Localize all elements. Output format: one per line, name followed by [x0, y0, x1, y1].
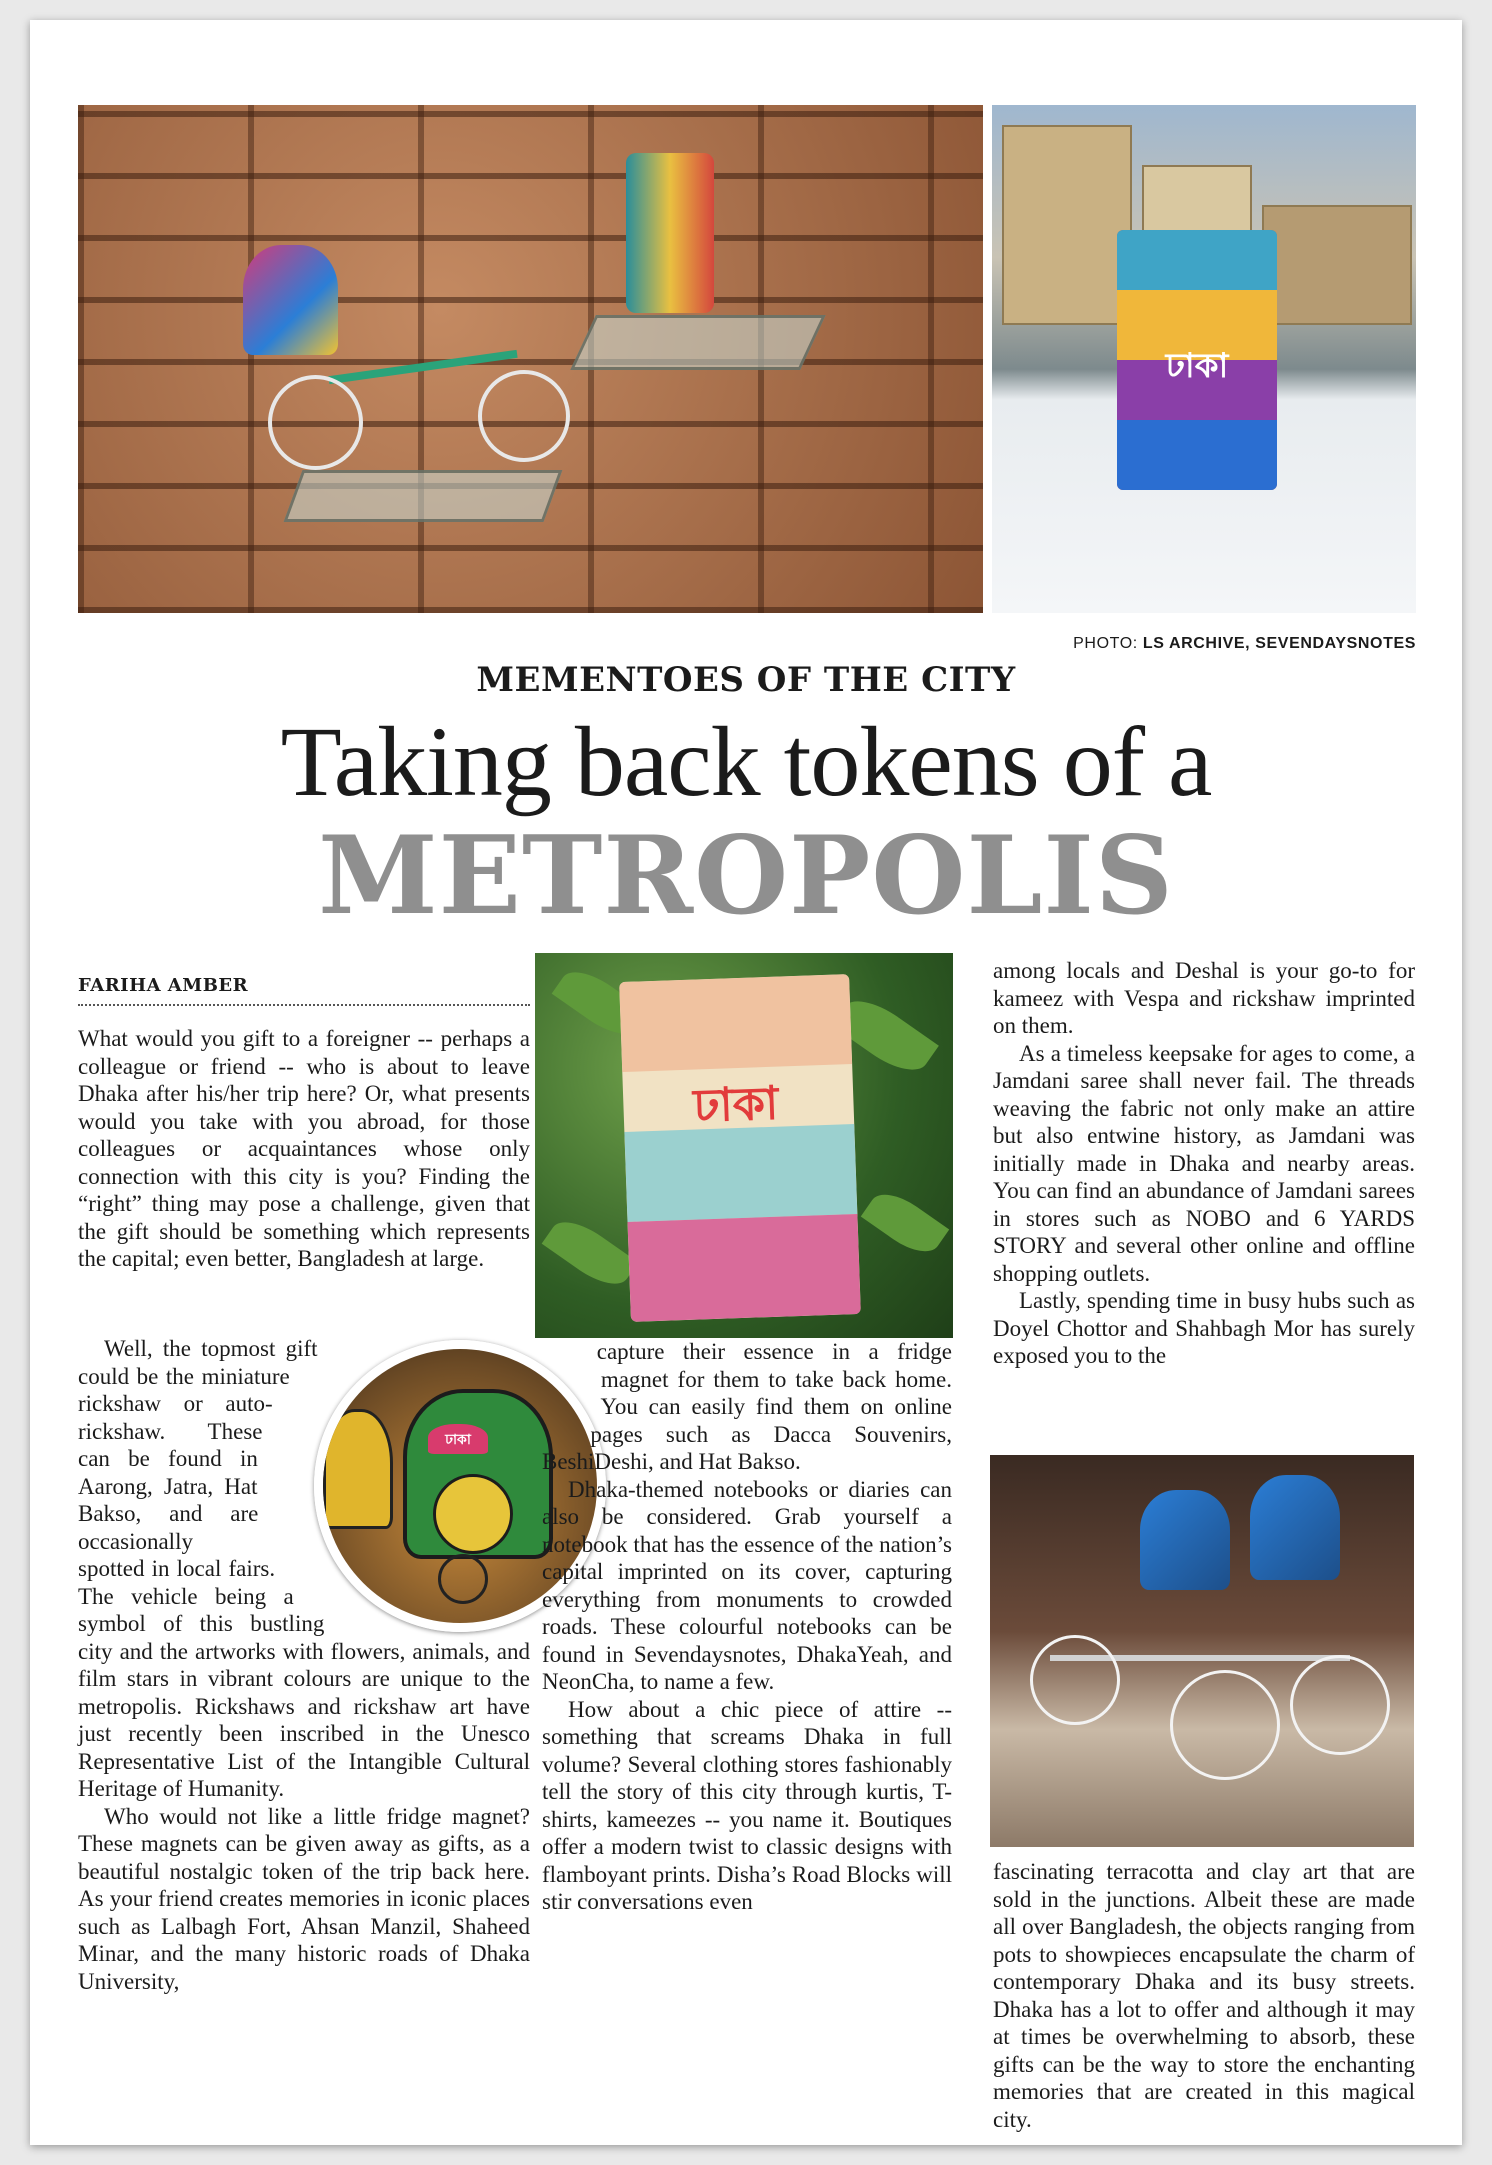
photo-notebook-street — [992, 105, 1416, 613]
rickshaw-canopy — [243, 245, 338, 355]
photo-credit-sources: LS ARCHIVE, SEVENDAYSNOTES — [1142, 635, 1416, 652]
photo-credit-label: PHOTO: — [1073, 635, 1138, 652]
column-1-paragraph-3: Who would not like a little fridge magnet? These magnets can be given away as gifts, as a beautiful nostalgic token of the trip back here. As your friend creates memories in iconic places such as Lalbagh Fort, Ahsan Manzil, Shaheed Minar, and the many historic roads of Dhaka University, — [78, 1803, 530, 1994]
column-2-paragraph-1: capture their essence in a fridge magnet for them to take back home. You can easily find them on online pages such as Dacca Souvenirs, BeshiDeshi, and Hat Bakso. — [542, 1339, 952, 1474]
rickshaw-wheel-front — [478, 370, 570, 462]
article-column-3-top — [993, 957, 1415, 1370]
cng-sign-text: ঢাকা — [445, 1432, 471, 1448]
column-1-paragraph-1: What would you gift to a foreigner -- perhaps a colleague or friend -- who is about to leave Dhaka after his/her trip here? Or, what presents would you take with you abroad, for those colleagues or acquaintances whose only connection with this city is you? Finding the “right” thing may pose a challenge, given that the gift should be something which represents the capital; even better, Bangladesh at large. — [78, 1026, 530, 1271]
article-column-1 — [78, 1025, 530, 1273]
photo-rickshaw-miniatures-shelf — [990, 1455, 1414, 1847]
rickshaw-frame — [328, 350, 517, 384]
glass-shelf-upper — [570, 315, 826, 370]
column-3-paragraph-3: Lastly, spending time in busy hubs such as Doyel Chottor and Shahbagh Mor has surely exposed you to the — [993, 1288, 1415, 1368]
building-right — [1262, 205, 1412, 325]
byline: FARIHA AMBER — [78, 975, 530, 1006]
headline: Taking back tokens of a — [280, 706, 1212, 817]
dhaka-notebook-cover-2 — [619, 974, 861, 1322]
photo-miniature-rickshaw-wall — [78, 105, 983, 613]
article-column-2 — [542, 1338, 952, 1916]
kicker: MEMENTOES OF THE CITY — [476, 660, 1016, 700]
column-3-paragraph-2: As a timeless keepsake for ages to come, a Jamdani saree shall never fail. The threads weaving the fabric not only make an attire but also entwine history, as Jamdani was initially made in Dhaka and nearby areas. You can find an abundance of Jamdani sarees in stores such as NOBO and 6 YARDS STORY and several other online and offline shopping outlets. — [993, 1040, 1415, 1286]
painted-mug — [626, 153, 714, 313]
column-1-paragraph-2: Well, the topmost gift could be the miniature rickshaw or auto-rickshaw. These can be found in Aarong, Jatra, Hat Bakso, and are occasionally spotted in local fairs. The vehicle being a symbol of this bustling city and the artworks with flowers, animals, and film stars in vibrant colours are unique to the metropolis. Rickshaws and rickshaw art have just recently been inscribed in the Unesco Representative List of the Intangible Cultural Heritage of Humanity. — [78, 1336, 530, 1801]
notebook-title-2: ঢাকা — [692, 1075, 780, 1133]
rickshaw-wheel-rear — [268, 375, 363, 470]
article-column-1-wrap — [78, 1335, 530, 1995]
notebook-title: ঢাকা — [1165, 346, 1229, 386]
column-2-paragraph-2: Dhaka-themed notebooks or diaries can also be considered. Grab yourself a notebook that has the essence of the nation’s capital imprinted on its cover, capturing everything from monuments to crowded roads. These colourful notebooks can be found in Sevendaysnotes, DhakaYeah, and NeonCha, to name a few. — [542, 1476, 952, 1694]
column-3-paragraph-1: among locals and Deshal is your go-to for kameez with Vespa and rickshaw imprinted on them. — [993, 958, 1415, 1038]
headline-accent: METROPOLIS — [318, 813, 1174, 939]
column-3-paragraph-4: fascinating terracotta and clay art that are sold in the junctions. Albeit these are made all over Bangladesh, the objects ranging from pots to showpieces encapsulate the charm of contemporary Dhaka and its busy streets. Dhaka has a lot to offer and although it may at times be overwhelming to absorb, these gifts can be the way to store the enchanting memories that are created in this magical city. — [993, 1859, 1415, 2132]
glass-shelf-lower — [284, 470, 563, 522]
photo-credit — [1073, 635, 1416, 653]
shelf-rickshaw-wheel-2 — [1170, 1670, 1280, 1780]
dhaka-notebook-cover — [1117, 230, 1277, 490]
shelf-rickshaw-wheel-1 — [1030, 1635, 1120, 1725]
column-2-paragraph-3: How about a chic piece of attire -- something that screams Dhaka in full volume? Several clothing stores fashionably tell the story of this city through kurtis, T-shirts, kameezes -- you name it. Boutiques offer a modern twist to classic designs with flamboyant prints. Disha’s Road Blocks will stir conversations even — [542, 1696, 952, 1914]
photo-notebook-plant — [535, 953, 953, 1338]
newspaper-page — [30, 20, 1462, 2145]
shelf-rickshaw-wheel-3 — [1290, 1655, 1390, 1755]
article-column-3-bottom — [993, 1858, 1415, 2133]
building-left — [1002, 125, 1132, 325]
